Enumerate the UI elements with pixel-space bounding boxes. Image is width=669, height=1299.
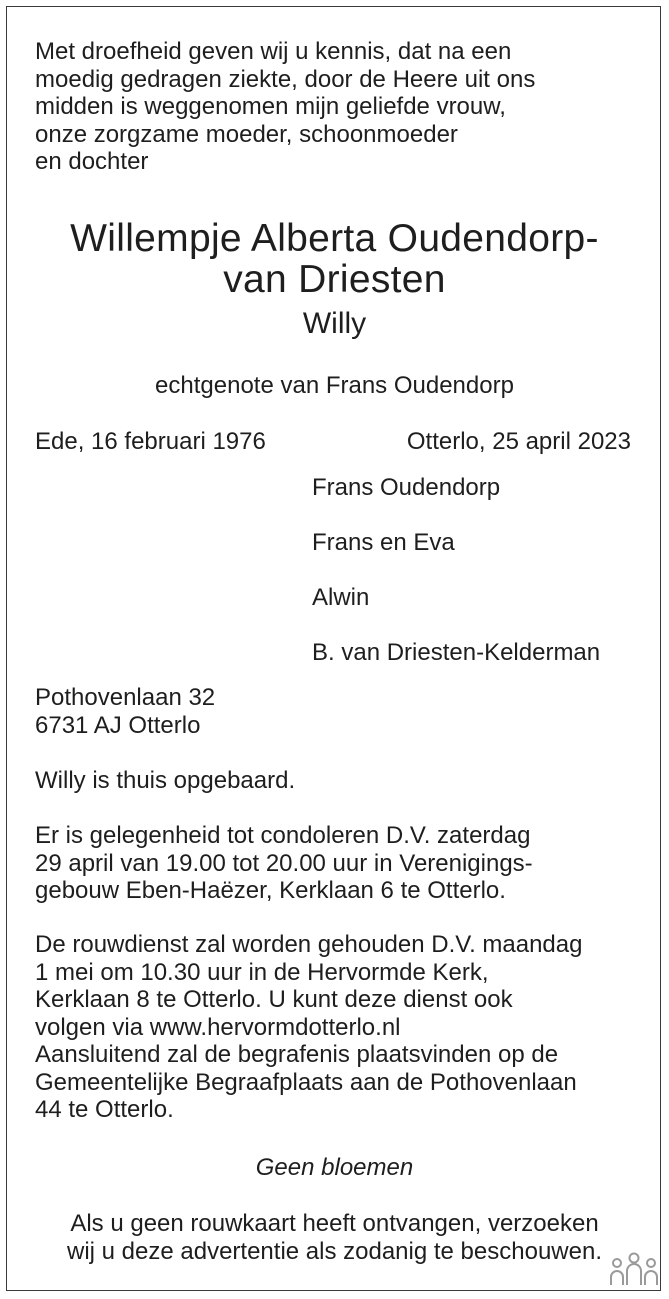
relative-name: Frans Oudendorp	[312, 474, 501, 501]
address-postal: 6731 AJ Otterlo	[35, 711, 201, 739]
condolence-paragraph	[35, 822, 533, 905]
deceased-nickname: Willy	[302, 307, 367, 340]
service-line: 1 mei om 10.30 uur in de Hervormde Kerk,	[35, 958, 489, 986]
people-group-icon	[609, 1249, 659, 1289]
laid-out-text: Willy is thuis opgebaard.	[35, 767, 296, 794]
relative-name: B. van Driesten-Kelderman	[312, 639, 601, 666]
address-block	[35, 684, 215, 739]
service-line: Kerklaan 8 te Otterlo. U kunt deze dienst ook	[35, 986, 513, 1013]
service-line: volgen via www.hervormdotterlo.nl	[35, 1013, 401, 1041]
opening-line: moedig gedragen ziekte, door de Heere uit ons	[35, 65, 536, 93]
service-line: 44 te Otterlo.	[35, 1096, 174, 1123]
relative-name: Alwin	[312, 584, 370, 611]
opening-line: onze zorgzame moeder, schoonmoeder	[35, 120, 458, 148]
death-date: Otterlo, 25 april 2023	[406, 428, 631, 455]
deceased-name-line2: van Driesten	[223, 258, 446, 301]
no-flowers-text: Geen bloemen	[255, 1154, 414, 1181]
condolence-line: Er is gelegenheid tot condoleren D.V. zaterdag	[35, 822, 531, 849]
address-street: Pothovenlaan 32	[35, 684, 216, 711]
relative-name: Frans en Eva	[312, 529, 455, 556]
service-paragraph	[35, 931, 582, 1124]
spouse-line: echtgenote van Frans Oudendorp	[155, 372, 514, 399]
closing-line: Als u geen rouwkaart heeft ontvangen, verzoeken	[70, 1210, 599, 1237]
condolence-line: 29 april van 19.00 tot 20.00 uur in Verenigings-	[35, 849, 533, 877]
deceased-name-line1: Willempje Alberta Oudendorp-	[70, 217, 599, 260]
opening-line: midden is weggenomen mijn geliefde vrouw,	[35, 93, 506, 120]
service-line: De rouwdienst zal worden gehouden D.V. maandag	[35, 931, 583, 958]
service-line: Aansluitend zal de begrafenis plaatsvinden op de	[35, 1041, 559, 1068]
birth-date: Ede, 16 februari 1976	[35, 428, 266, 455]
service-line: Gemeentelijke Begraafplaats aan de Pothovenlaan	[35, 1068, 577, 1096]
opening-paragraph	[35, 38, 535, 176]
condolence-line: gebouw Eben-Haëzer, Kerklaan 6 te Otterlo.	[35, 877, 506, 904]
opening-line: en dochter	[35, 148, 149, 175]
closing-line: wij u deze advertentie als zodanig te beschouwen.	[66, 1238, 602, 1265]
opening-line: Met droefheid geven wij u kennis, dat na een	[35, 38, 512, 65]
